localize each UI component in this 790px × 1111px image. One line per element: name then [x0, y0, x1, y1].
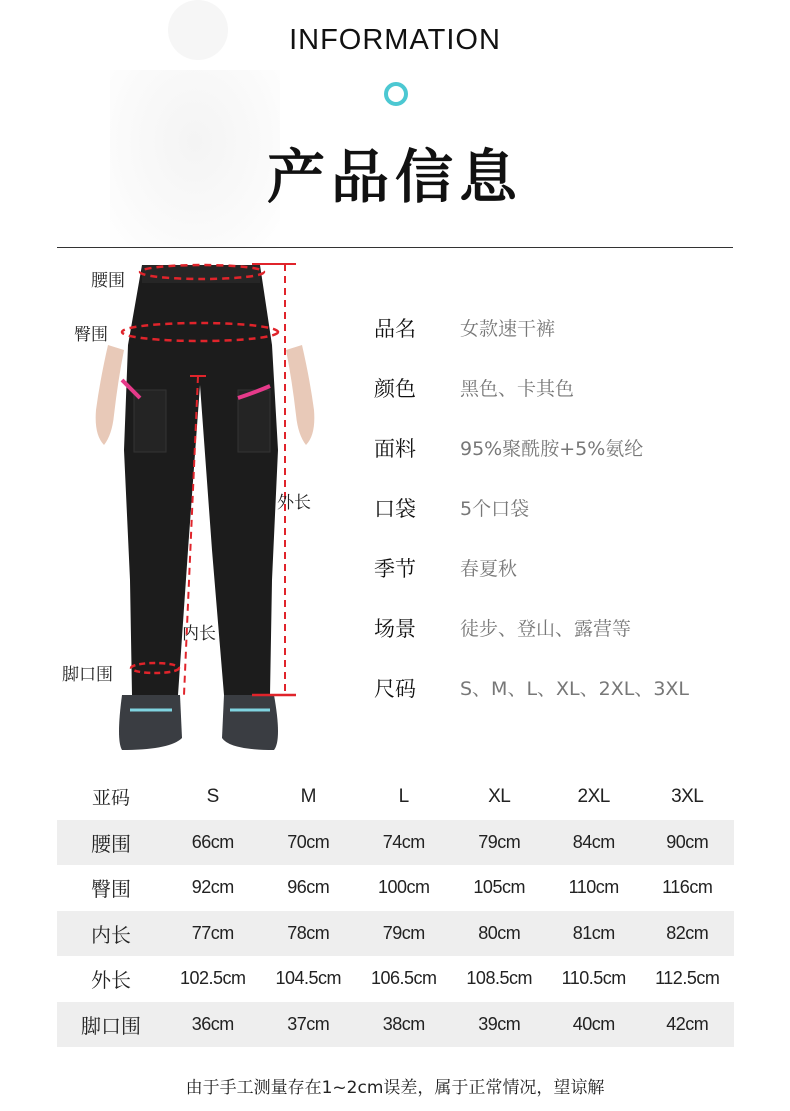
- table-cell: 84cm: [547, 820, 641, 866]
- ring-icon: [384, 82, 408, 106]
- divider: [57, 247, 733, 248]
- spec-value: 女款速干裤: [460, 318, 556, 340]
- table-cell: 77cm: [165, 911, 260, 957]
- table-cell: 亚码: [91, 787, 130, 810]
- spec-key: 季节: [374, 557, 416, 581]
- table-cell: 100cm: [377, 877, 430, 898]
- table-cell: 臀围: [91, 877, 131, 902]
- left-cargo-pocket: [134, 390, 166, 452]
- table-cell: 36cm: [165, 1002, 260, 1048]
- spec-value: 徒步、登山、露营等: [460, 618, 632, 640]
- spec-fabric: [374, 433, 754, 473]
- spec-value: 5个口袋: [460, 498, 530, 520]
- table-cell: 66cm: [165, 820, 260, 866]
- spec-key: 场景: [374, 617, 416, 641]
- spec-scenario: [374, 613, 754, 653]
- size-table: [57, 774, 734, 1047]
- label-outseam: 外长: [277, 493, 311, 513]
- right-hand: [286, 345, 314, 445]
- table-cell: 116cm: [662, 877, 713, 898]
- left-shoe: [119, 695, 182, 750]
- table-cell: 80cm: [451, 911, 546, 957]
- spec-value: 95%聚酰胺+5%氨纶: [460, 438, 644, 460]
- spec-color: [374, 373, 754, 413]
- spec-season: [374, 553, 754, 593]
- header: [0, 0, 790, 250]
- table-cell: 74cm: [356, 820, 451, 866]
- table-cell: 外长: [91, 968, 131, 993]
- table-cell: M: [300, 785, 316, 807]
- table-row: [57, 1002, 734, 1048]
- title-chinese: 产品信息: [266, 143, 523, 211]
- table-cell: 3XL: [671, 785, 704, 807]
- spec-value: S、M、L、XL、2XL、3XL: [460, 678, 690, 700]
- measurement-note: 由于手工测量存在1~2cm误差，属于正常情况，望谅解: [185, 1078, 605, 1098]
- spec-value: 黑色、卡其色: [460, 378, 575, 400]
- table-cell: 42cm: [640, 1002, 734, 1048]
- table-row: [57, 911, 734, 957]
- table-cell: 104.5cm: [275, 968, 341, 989]
- right-shoe: [222, 695, 278, 750]
- table-header-row: [57, 774, 734, 820]
- table-cell: 脚口围: [57, 1002, 165, 1048]
- spec-key: 品名: [374, 317, 416, 341]
- table-cell: 37cm: [260, 1002, 355, 1048]
- label-hem: 脚口围: [62, 665, 113, 685]
- label-waist: 腰围: [91, 271, 125, 291]
- table-row: [57, 956, 734, 1002]
- table-cell: 79cm: [356, 911, 451, 957]
- table-cell: 70cm: [260, 820, 355, 866]
- spec-key: 颜色: [374, 377, 416, 401]
- table-row: [57, 865, 734, 911]
- label-hip: 臀围: [74, 325, 108, 345]
- spec-pockets: [374, 493, 754, 533]
- table-cell: 内长: [57, 911, 165, 957]
- table-cell: 96cm: [287, 877, 330, 898]
- table-cell: 112.5cm: [655, 968, 720, 989]
- table-cell: 2XL: [577, 785, 610, 807]
- table-cell: 82cm: [640, 911, 734, 957]
- table-cell: XL: [488, 785, 511, 807]
- table-cell: 108.5cm: [466, 968, 532, 989]
- table-cell: 92cm: [191, 877, 234, 898]
- table-cell: 105cm: [473, 877, 525, 898]
- right-cargo-pocket: [238, 390, 270, 452]
- table-cell: 110cm: [568, 877, 619, 898]
- table-cell: S: [206, 785, 219, 807]
- table-cell: 81cm: [547, 911, 641, 957]
- table-cell: 39cm: [451, 1002, 546, 1048]
- table-cell: 110.5cm: [561, 968, 626, 989]
- table-cell: 40cm: [547, 1002, 641, 1048]
- spec-key: 口袋: [374, 497, 416, 521]
- table-cell: 腰围: [57, 820, 165, 866]
- table-cell: 79cm: [451, 820, 546, 866]
- table-cell: 106.5cm: [370, 968, 437, 989]
- left-hand: [96, 345, 124, 445]
- table-cell: 38cm: [356, 1002, 451, 1048]
- spec-key: 面料: [374, 437, 416, 461]
- table-cell: L: [398, 785, 409, 807]
- table-row: [57, 820, 734, 866]
- spec-name: [374, 313, 754, 353]
- title-english: INFORMATION: [289, 24, 501, 56]
- spec-sizes: [374, 673, 754, 713]
- table-cell: 102.5cm: [179, 968, 246, 989]
- spec-value: 春夏秋: [460, 558, 518, 580]
- table-cell: 90cm: [640, 820, 734, 866]
- label-inseam: 内长: [182, 624, 216, 644]
- table-cell: 78cm: [260, 911, 355, 957]
- spec-key: 尺码: [374, 677, 416, 701]
